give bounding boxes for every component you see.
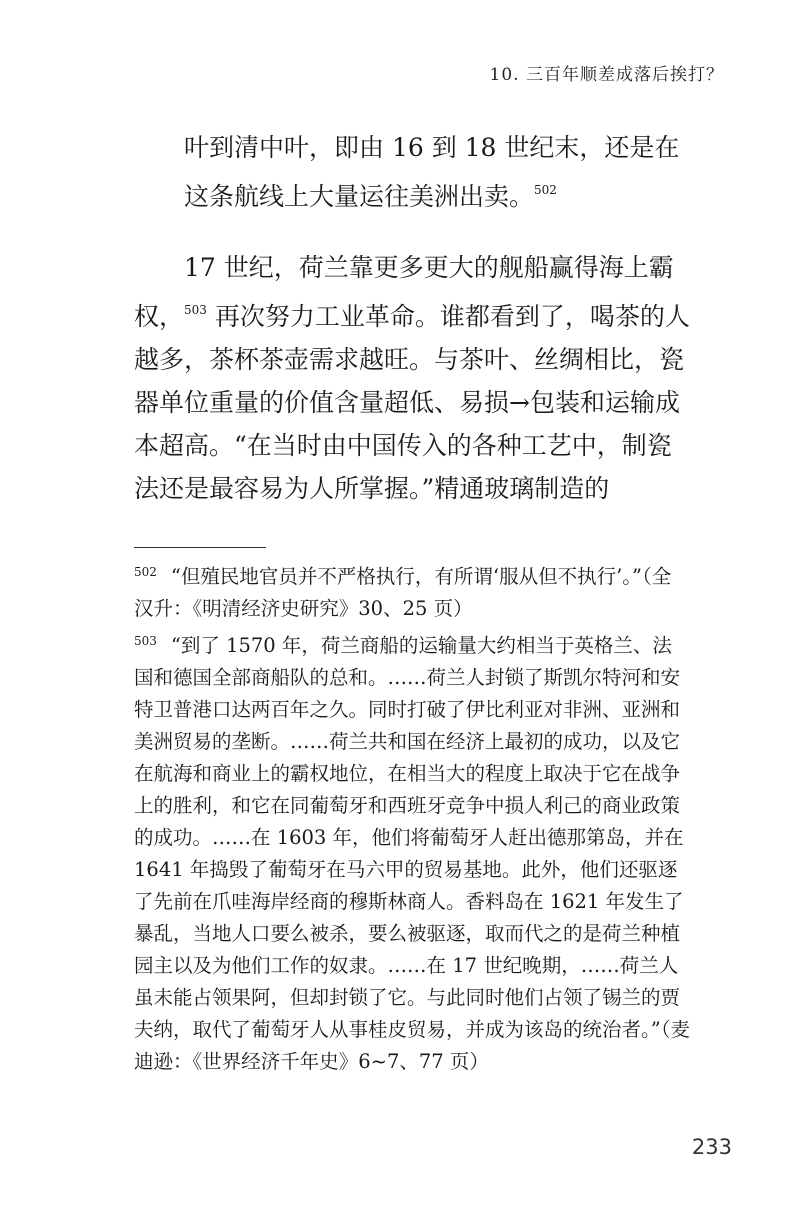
paragraph-2-text-rest: 再次努力工业革命。谁都看到了，喝茶的人越多，茶杯茶壶需求越旺。与茶叶、丝绸相比，瓷器单位重量的价值含量超低、易损→包装和运输成本超高。“在当时由中国传入的各种工艺中，制瓷法还是最容易为人所掌握。”精通玻璃制造的 (134, 302, 690, 503)
paragraph-2-text-start: 17 世纪，荷兰靠更多更大的舰船赢得海上霸权， (134, 253, 674, 331)
main-text (134, 126, 690, 510)
footnote-number: 503 (134, 634, 157, 648)
footnote-ref-503: 503 (184, 303, 207, 317)
footnote-number: 502 (134, 565, 157, 579)
footnote-502 (134, 556, 690, 625)
page-number: 233 (691, 1135, 732, 1159)
paragraph-1-text: 叶到清中叶，即由 16 到 18 世纪末，还是在这条航线上大量运往美洲出卖。 (184, 133, 680, 211)
paragraph-1 (134, 126, 690, 218)
paragraph-2 (134, 246, 690, 510)
footnote-text: “但殖民地官员并不严格执行，有所谓‘服从但不执行’。”（全汉升：《明清经济史研究》30、25 页） (134, 565, 672, 620)
footnote-text: “到了 1570 年，荷兰商船的运输量大约相当于英格兰、法国和德国全部商船队的总和。……荷兰人封锁了斯凯尔特河和安特卫普港口达两百年之久。同时打破了伊比利亚对非洲、亚洲和美洲贸易的垄断。……荷兰共和国在经济上最初的成功，以及它在航海和商业上的霸权地位，在相当大的程度上取决于它在战争上的胜利，和它在同葡萄牙和西班牙竞争中损人利己的商业政策的成功。……在 1603 年，他们将葡萄牙人赶出德那第岛，并在 1641 年捣毁了葡萄牙在马六甲的贸易基地。此外，他们还驱逐了先前在爪哇海岸经商的穆斯林商人。香料岛在 1621 年发生了暴乱，当地人口要么被杀，要么被驱逐，取而代之的是荷兰种植园主以及为他们工作的奴隶。……在 17 世纪晚期，……荷兰人虽未能占领果阿，但却封锁了它。与此同时他们占领了锡兰的贾夫纳，取代了葡萄牙人从事桂皮贸易，并成为该岛的统治者。”（麦迪逊：《世界经济千年史》6~7、77 页） (134, 634, 690, 1073)
running-header: 10. 三百年顺差成落后挨打？ (489, 65, 724, 85)
footnotes (134, 556, 690, 1078)
footnote-divider (134, 547, 266, 548)
footnote-ref-502: 502 (534, 183, 557, 197)
footnote-503 (134, 625, 690, 1078)
